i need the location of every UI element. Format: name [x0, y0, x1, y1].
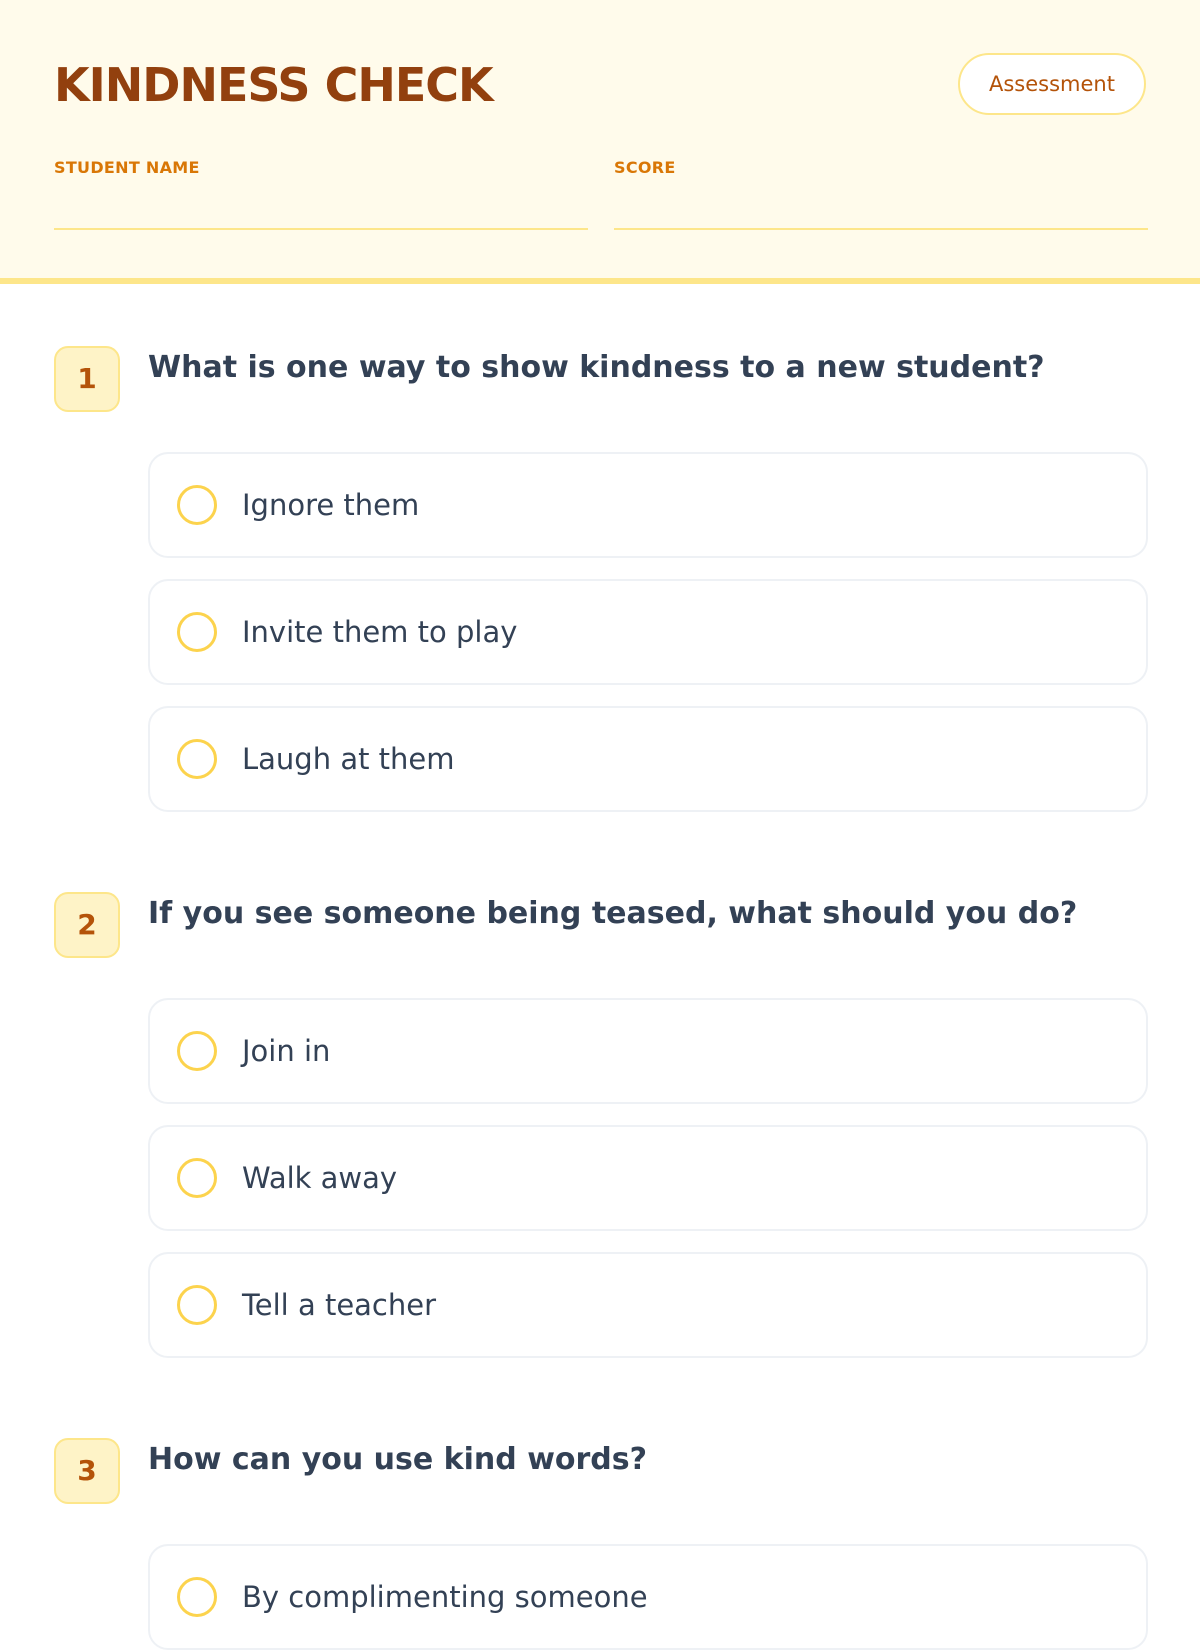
assessment-badge: Assessment — [958, 53, 1146, 115]
question-number: 3 — [54, 1438, 120, 1504]
question-text: What is one way to show kindness to a new student? — [148, 350, 1045, 385]
option-label: Tell a teacher — [242, 1288, 437, 1322]
question-text: How can you use kind words? — [148, 1442, 648, 1477]
option-label: Laugh at them — [242, 742, 455, 776]
option-label: By complimenting someone — [242, 1580, 648, 1614]
header — [0, 0, 1200, 284]
answer-option[interactable] — [148, 706, 1148, 812]
question-number: 2 — [54, 892, 120, 958]
radio-button[interactable] — [177, 612, 217, 652]
score-label: SCORE — [614, 158, 676, 177]
score-field[interactable] — [614, 158, 1148, 230]
answer-option[interactable] — [148, 452, 1148, 558]
radio-button[interactable] — [177, 1158, 217, 1198]
answer-option[interactable] — [148, 1544, 1148, 1650]
question-number: 1 — [54, 346, 120, 412]
option-label: Invite them to play — [242, 615, 518, 649]
option-label: Walk away — [242, 1161, 398, 1195]
page-title: KINDNESS CHECK — [54, 58, 493, 112]
student-name-field[interactable] — [54, 158, 588, 230]
student-name-label: STUDENT NAME — [54, 158, 200, 177]
answer-option[interactable] — [148, 998, 1148, 1104]
answer-option[interactable] — [148, 1252, 1148, 1358]
question-text: If you see someone being teased, what should you do? — [148, 896, 1078, 931]
radio-button[interactable] — [177, 1285, 217, 1325]
option-label: Join in — [242, 1034, 331, 1068]
radio-button[interactable] — [177, 1577, 217, 1617]
radio-button[interactable] — [177, 1031, 217, 1071]
answer-option[interactable] — [148, 579, 1148, 685]
radio-button[interactable] — [177, 739, 217, 779]
radio-button[interactable] — [177, 485, 217, 525]
answer-option[interactable] — [148, 1125, 1148, 1231]
option-label: Ignore them — [242, 488, 420, 522]
